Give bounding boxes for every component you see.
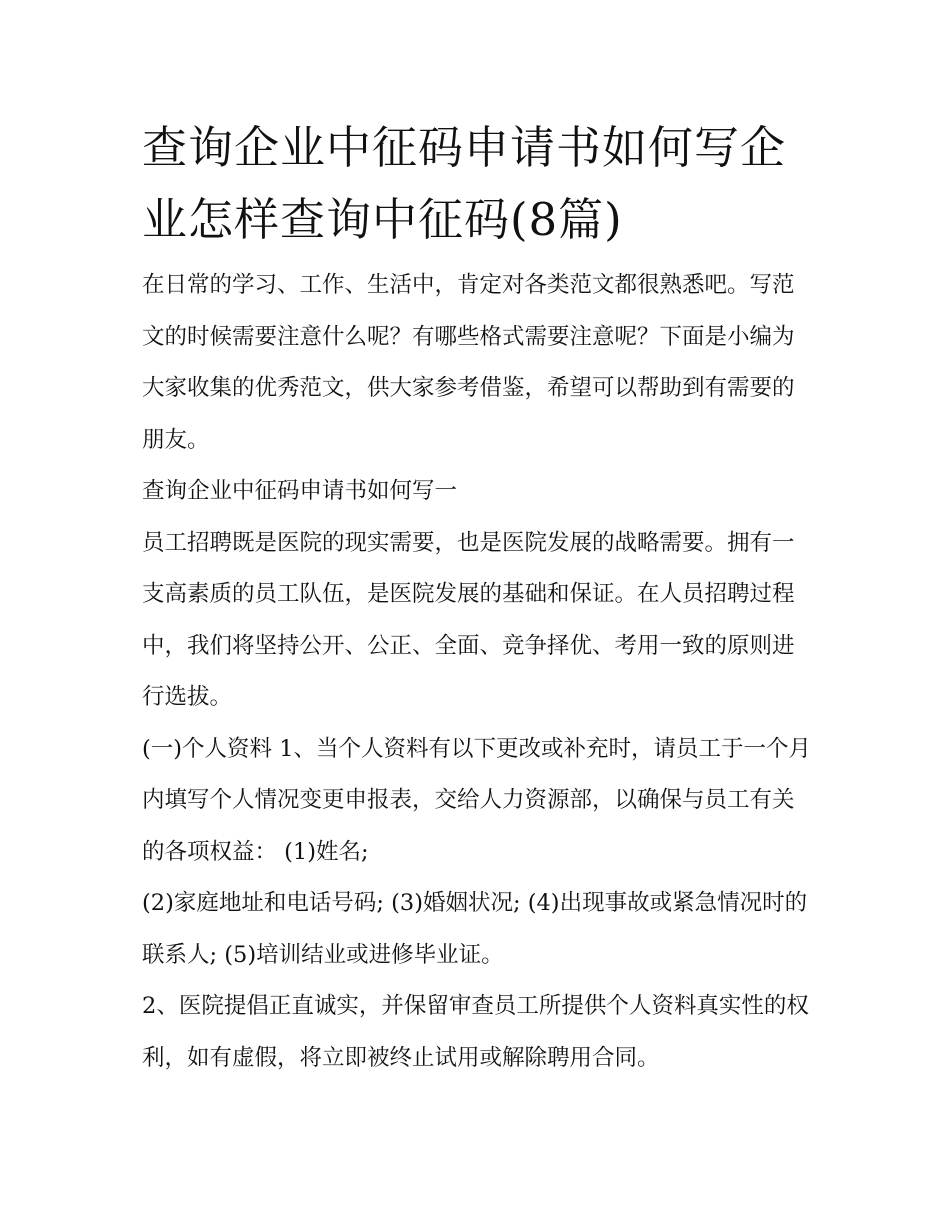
document-title: 查询企业中征码申请书如何写企业怎样查询中征码(8篇) [142,121,787,246]
paragraph-intro: 在日常的学习、工作、生活中，肯定对各类范文都很熟悉吧。写范文的时候需要注意什么呢？有哪些格式需要注意呢？下面是小编为大家收集的优秀范文，供大家参考借鉴，希望可以帮助到有需要的朋友。 [142,272,795,453]
paragraph-recruitment: 员工招聘既是医院的现实需要，也是医院发展的战略需要。拥有一支高素质的员工队伍，是医院发展的基础和保证。在人员招聘过程中，我们将坚持公开、公正、全面、竞争择优、考用一致的原则进行选拔。 [142,529,795,710]
paragraph-personal-info-items: (2)家庭地址和电话号码; (3)婚姻状况; (4)出现事故或紧急情况时的联系人; (5)培训结业或进修毕业证。 [142,890,808,968]
document-page [142,112,812,1084]
paragraph-section-heading: 查询企业中征码申请书如何写一 [142,478,458,504]
paragraph-personal-info: (一)个人资料 1、当个人资料有以下更改或补充时，请员工于一个月内填写个人情况变更申报表，交给人力资源部，以确保与员工有关的各项权益： (1)姓名; [142,735,812,865]
paragraph-honesty: 2、医院提倡正直诚实，并保留审查员工所提供个人资料真实性的权利，如有虚假，将立即被终止试用或解除聘用合同。 [142,993,809,1071]
